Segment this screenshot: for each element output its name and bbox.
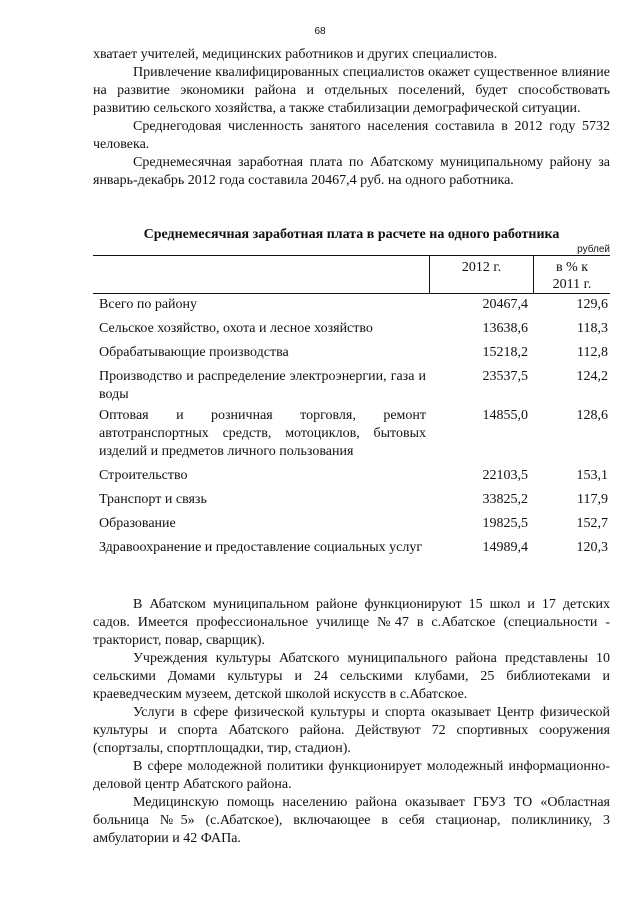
column-header-percent bbox=[534, 259, 610, 293]
column-header-2012: 2012 г. bbox=[461, 260, 502, 275]
row-value-percent: 129,6 bbox=[576, 297, 608, 312]
row-value-2012: 33825,2 bbox=[482, 492, 528, 507]
row-name: Сельское хозяйство, охота и лесное хозяйство bbox=[99, 321, 373, 336]
paragraph: Услуги в сфере физической культуры и спорта оказывает Центр физической культуры и спорта Абатского района. Действуют 72 спортивных сооружения (спортзалы, спортплощадки, тир, стадион). bbox=[93, 705, 610, 756]
paragraph: В сфере молодежной политики функционирует молодежный информационно-деловой центр Абатского района. bbox=[93, 759, 610, 792]
row-name: Строительство bbox=[99, 468, 188, 483]
row-name: Всего по району bbox=[99, 297, 198, 312]
intro-text bbox=[93, 46, 610, 190]
row-value-2012: 13638,6 bbox=[482, 321, 528, 336]
row-value-percent: 120,3 bbox=[576, 540, 608, 555]
row-value-percent: 128,6 bbox=[576, 408, 608, 423]
row-name: Производство и распределение электроэнергии, газа и воды bbox=[99, 369, 426, 402]
paragraph: Среднемесячная заработная плата по Абатскому муниципальному району за январь-декабрь 2012 года составила 20467,4 руб. на одного работника. bbox=[93, 155, 610, 188]
paragraph: Привлечение квалифицированных специалистов окажет существенное влияние на развитие экономики района и отдельных поселений, будет способствовать развитию сельского хозяйства, а также стабилизации демографической ситуации. bbox=[93, 65, 610, 116]
paragraph: Медицинскую помощь населению района оказывает ГБУЗ ТО «Областная больница №5» (с.Абатское), включающее в себя стационар, поликлинику, 3 амбулатории и 42 ФАПа. bbox=[93, 795, 610, 846]
outro-text bbox=[93, 596, 610, 848]
row-value-2012: 19825,5 bbox=[482, 516, 528, 531]
paragraph: Среднегодовая численность занятого населения составила в 2012 году 5732 человека. bbox=[93, 119, 610, 152]
row-name: Образование bbox=[99, 516, 176, 531]
row-value-2012: 20467,4 bbox=[482, 297, 528, 312]
row-name: Транспорт и связь bbox=[99, 492, 207, 507]
table-header-rule bbox=[93, 293, 610, 294]
row-name: Обрабатывающие производства bbox=[99, 345, 289, 360]
table-units: рублей bbox=[577, 244, 610, 255]
table-title: Среднемесячная заработная плата в расчете на одного работника bbox=[143, 227, 560, 242]
row-value-percent: 152,7 bbox=[576, 516, 608, 531]
paragraph: В Абатском муниципальном районе функционируют 15 школ и 17 детских садов. Имеется профессиональное училище №47 в с.Абатское (специальности - тракторист, повар, сварщик). bbox=[93, 597, 610, 648]
row-value-2012: 15218,2 bbox=[482, 345, 528, 360]
row-value-percent: 112,8 bbox=[577, 345, 608, 360]
row-value-percent: 124,2 bbox=[576, 369, 608, 384]
column-header-percent-line2: 2011 г. bbox=[552, 277, 592, 292]
row-value-2012: 22103,5 bbox=[482, 468, 528, 483]
row-value-2012: 23537,5 bbox=[482, 369, 528, 384]
page-number: 68 bbox=[314, 26, 326, 37]
row-value-percent: 117,9 bbox=[577, 492, 608, 507]
row-value-2012: 14855,0 bbox=[482, 408, 528, 423]
row-name: Оптовая и розничная торговля, ремонт автотранспортных средств, мотоциклов, бытовых изделий и предметов личного пользования bbox=[99, 408, 426, 459]
row-value-percent: 153,1 bbox=[576, 468, 608, 483]
row-value-2012: 14989,4 bbox=[482, 540, 528, 555]
paragraph: Учреждения культуры Абатского муниципального района представлены 10 сельскими Домами культуры и 24 сельскими клубами, 25 библиотеками и краеведческим музеем, детской школой искусств в с.Абатское. bbox=[93, 651, 610, 702]
paragraph: хватает учителей, медицинских работников и других специалистов. bbox=[93, 47, 498, 62]
row-value-percent: 118,3 bbox=[577, 321, 608, 336]
column-header-percent-line1: в % к bbox=[555, 260, 589, 275]
row-name: Здравоохранение и предоставление социальных услуг bbox=[99, 540, 423, 555]
